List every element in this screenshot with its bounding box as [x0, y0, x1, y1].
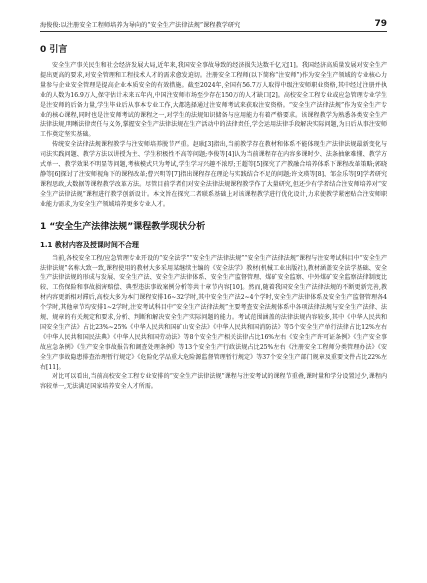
paragraph: 对比可以看出,当前高校安全工程专业安排的“安全生产法律法规”课程与注安考试的课程节重叠,课时量和学分设置过少,课程内容较单一,无法满足国家培养安全人才所需。	[40, 373, 387, 391]
section-heading-1: 1 “安全生产法律法规”课程教学现状分析	[40, 221, 206, 232]
body-text	[40, 42, 387, 392]
paragraph: 传统安全法律法规课程教学与注安师培养脱节严重。赵耿[3]指出,当前教学存在教材和体系不能体现生产法律法规最新变化与司法实践问题、教学方法以讲授为主、学生积极性不高等问题;李俊等[4]认为当前课程存在内容多课时少、法条抽象难懂、教学方式单一、教学效果不明显等问题,考核模式只为考试,学生学习兴趣不浓厚;王超等[5]探究了产教融合培养体系下课程改革策略;郭晓静等[6]探讨了注安师视角下的课程改革;曹兴明等[7]指出课程存在理论与实践结合不足的问题;许文瑛等[8]、邹金乐等[9]学者研究课程思政,大数据等课程教学改革方法。尽管目前学者们对安全法律法规课程教学作了大量研究,但还少有学者结合注安师培养对“安全生产法律法规”课程进行教学创新设计。本文旨在探究二者联系基础上对该课程教学进行优化设计,力求使教学紧密贴合注安师职业能力需求,为安全生产领域培养更多专业人才。	[40, 141, 387, 208]
subsection-heading-1-1: 1.1 教材内容及授课时间不合理	[40, 240, 139, 249]
header-title: 海俊俊:以注册安全工程师培养为导向的“安全生产法律法规”课程教学研究	[40, 22, 241, 29]
page-number: 79	[374, 19, 387, 29]
running-header	[40, 10, 387, 32]
section-heading-introduction: 0 引言	[40, 45, 68, 55]
paragraph: 安全生产事关民生和社会经济发展大局,近年来,我国安全事故导致的经济损失达数千亿元[1]。我国经济高质量发展对安全生产提出更高的要求,对安全管理和工程技术人才的需求愈发迫切。注册安全工程师(以下简称“注安师”)作为安全生产领域的专业核心力量参与企业安全管理是提高企业本质安全的有效措施。截至2024年,全国有56.7万人取得中级注安师职业资格,其中经过注册并执业的人数为16.9万人,保守估计未来五年内,中国注安师市场至少存在150万的人才缺口[2]。高校安全工程专业或应急管理专业学生是注安师的后备力量,学生毕业后从事本专业工作,大都选择通过注安师考试来获取注安资格。“安全生产法律法规”作为安全生产专业的核心课程,同时也是注安师考试的课程之一,对学生的法规知识储备与应用能力有着严格要求。该课程教学为熟悉各类安全生产法律法规,明晰法律责任与义务,掌握安全生产法律法规在生产活动中的法律责任,学会运用法律手段解决实际问题,为日后从事注安师工作奠定坚实基础。	[40, 62, 387, 139]
paragraph: 当前,各校安全工程/应急管理专业开设的“安全法学”“安全生产法律法规”“安全生产法律法规”课程与注安考试科目中“安全生产法律法规”名称大致一致,课程使用的教材大多采用某继续主编的《安全法学》教材(机械工业出版社),教材涵盖安全法学基础、安全生产法律法规的形成与发展、安全生产法、安全生产法律体系、安全生产监督管理、煤矿安全监察、中外煤矿安全监察法律制度比较、工伤保险和事故损害赔偿、典型违法事故案例分析等共十章节内容[10]。然而,随着我国安全生产法律法规的不断更新完善,教材内容更新相对滞后,高校大多为本门课程安排16~32学时,其中安全生产法2~4个学时,安全生产法律体系及安全生产监督管理各4个学时,其他章节均安排1~2学时,注安考试科目中“安全生产法律法规”主要考查安全法规体系中各项法律法规与安全生产法律、法规、规章的有关规定和要求,分析、判断和解决安全生产实际问题的能力。考试范围涵盖的法律法规内容较多,其中《中华人民共和国安全生产法》占比23%~25%《中华人民共和国矿山安全法》《中华人民共和国消防法》等5个安全生产单行法律占比12%左右《中华人民共和国民法典》《中华人民共和国劳动法》等8个安全生产相关法律占比16%左右《安全生产许可证条例》《生产安全事故应急条例》《生产安全事故报告和调查处理条例》等13个安全生产行政法规占比25%左右《注册安全工程师分类管理办法》《安全生产事故隐患排查治理暂行规定》《危险化学品重大危险源监督管理暂行规定》等37个安全生产部门规章及重要文件占比22%左右[11]。	[40, 254, 387, 371]
